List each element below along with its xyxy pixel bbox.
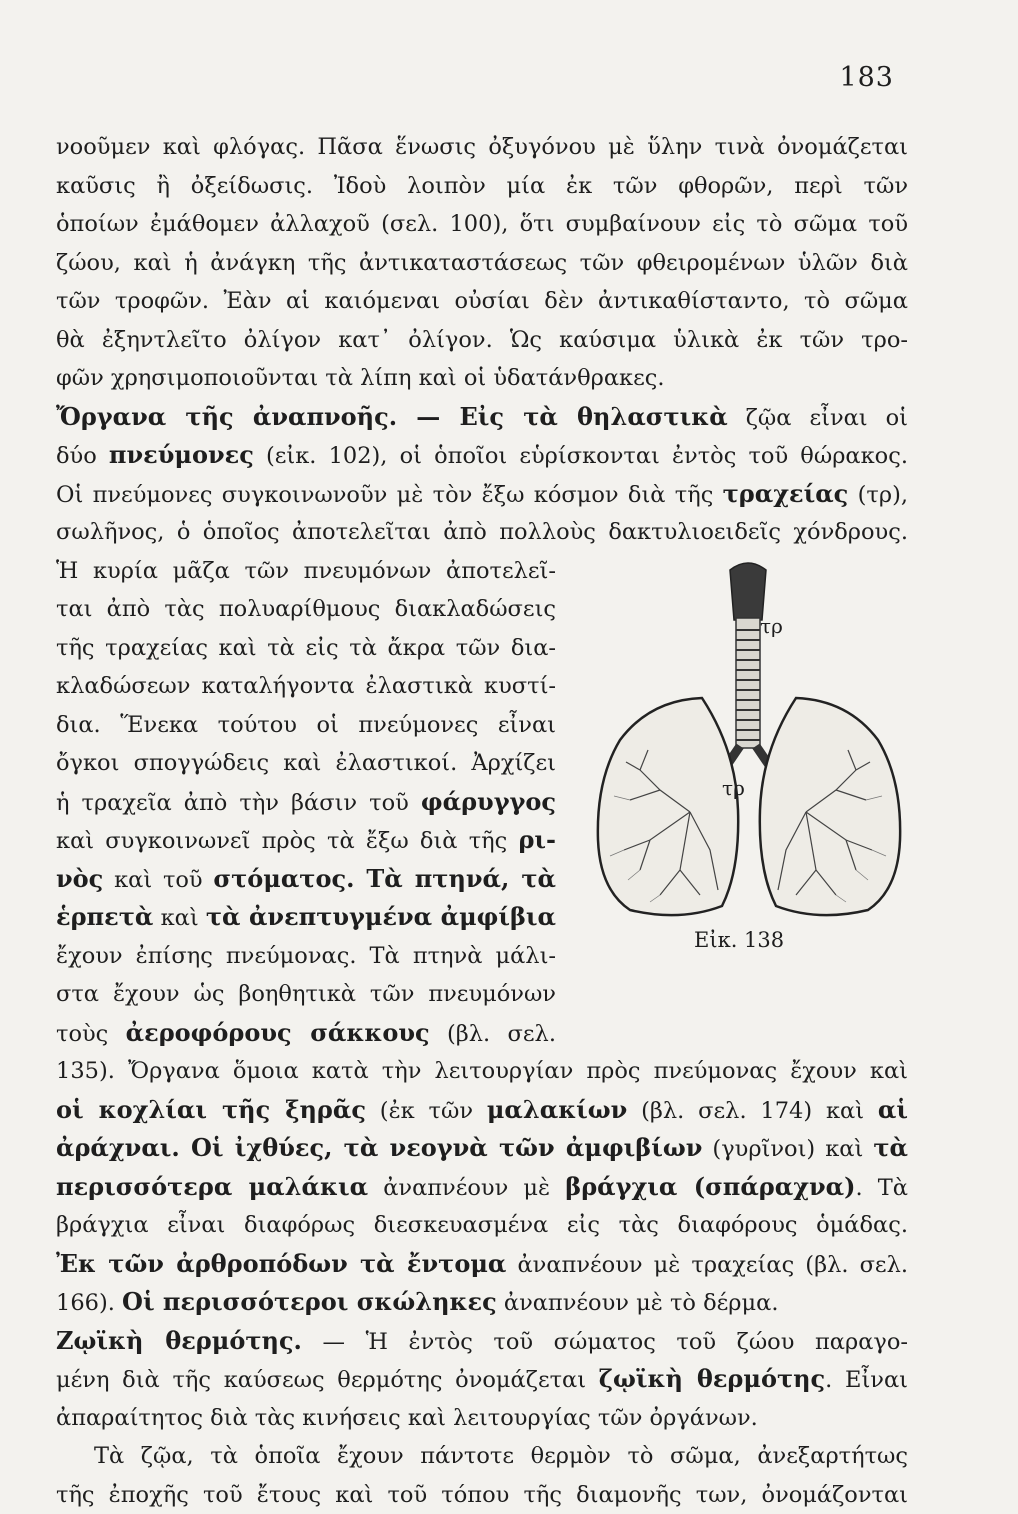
text-line — [56, 1360, 908, 1399]
text-line — [56, 398, 908, 437]
text-span: τοὺς — [56, 1021, 126, 1047]
text-line — [56, 282, 908, 321]
text-line — [56, 706, 556, 745]
lungs-figure — [590, 550, 920, 970]
text-span: — Ἡ ἐντὸς τοῦ σώματος τοῦ ζώου παραγο- — [302, 1329, 908, 1355]
text-line — [56, 898, 556, 937]
text-span: 166). — [56, 1290, 122, 1316]
text-span: (βλ. σελ. — [430, 1021, 556, 1047]
text-span: στα ἔχουν ὡς βοηθητικὰ τῶν πνευμόνων — [56, 981, 556, 1007]
text-span: κλαδώσεων καταλήγοντα ἐλαστικὰ κυστί- — [56, 673, 556, 699]
trachea-label-bottom: τρ — [722, 776, 745, 800]
text-span: ται ἀπὸ τὰς πολυαρίθμους διακλαδώσεις — [56, 596, 556, 622]
bold-term: αἱ — [878, 1095, 908, 1124]
text-line — [56, 1283, 908, 1322]
text-line — [56, 244, 908, 283]
bold-term: Ζῳϊκὴ θερμότης. — [56, 1326, 302, 1355]
bold-term: φάρυγγος — [421, 787, 556, 816]
text-line — [56, 629, 556, 668]
bold-term: στόματος. Τὰ πτηνά, τὰ — [213, 864, 556, 893]
trachea-label-top: τρ — [760, 614, 783, 638]
text-span: σωλῆνος, ὁ ὁποῖος ἀποτελεῖται ἀπὸ πολλοὺς δακτυλιοειδεῖς χόνδρους. — [56, 519, 908, 545]
text-span: τῶν τροφῶν. Ἐὰν αἱ καιόμεναι οὐσίαι δὲν ἀντικαθίσταντο, τὸ σῶμα — [56, 288, 908, 314]
text-span: . Εἶναι — [825, 1367, 908, 1393]
text-span: (εἰκ. 102), οἱ ὁποῖοι εὑρίσκονται ἐντὸς τοῦ θώρακος. — [254, 443, 908, 469]
bold-term: ἀράχναι. Οἱ ἰχθύες, τὰ νεογνὰ τῶν ἀμφιβίων — [56, 1133, 702, 1162]
text-span: θὰ ἐξηντλεῖτο ὀλίγον κατ᾽ ὀλίγον. Ὡς καύσιμα ὑλικὰ ἐκ τῶν τρο- — [56, 327, 908, 353]
text-span: (ἐκ τῶν — [366, 1098, 487, 1124]
figure-caption: Εἰκ. 138 — [694, 928, 784, 952]
bold-term: Ἐκ τῶν ἀρθροπόδων τὰ ἔντομα — [56, 1249, 506, 1278]
text-line — [56, 1129, 908, 1168]
text-span: (γυρῖνοι) καὶ — [702, 1136, 873, 1162]
bold-term: ρι- — [518, 825, 556, 854]
text-span: δια. Ἕνεκα τούτου οἱ πνεύμονες εἶναι — [56, 712, 556, 738]
bold-term: ἑρπετὰ — [56, 902, 153, 931]
bold-term: βράγχια (σπάραχνα) — [565, 1172, 855, 1201]
bold-term: ἀεροφόρους σάκκους — [126, 1018, 430, 1047]
text-span: τῆς τραχείας καὶ τὰ εἰς τὰ ἄκρα τῶν δια- — [56, 635, 556, 661]
text-span: Τὰ ζῷα, τὰ ὁποῖα ἔχουν πάντοτε θερμὸν τὸ σῶμα, ἀνεξαρτήτως — [94, 1443, 908, 1469]
bold-term: μαλακίων — [487, 1095, 627, 1124]
bold-term: οἱ κοχλίαι τῆς ξηρᾶς — [56, 1095, 366, 1124]
text-line — [56, 1476, 908, 1514]
text-span: τῆς ἐποχῆς τοῦ ἔτους καὶ τοῦ τόπου τῆς διαμονῆς των, ὀνομάζονται — [56, 1482, 908, 1508]
text-span: ἔχουν ἐπίσης πνεύμονας. Τὰ πτηνὰ μάλι- — [56, 943, 556, 969]
text-span: ἀναπνέουν μὲ τραχείας (βλ. σελ. — [506, 1252, 908, 1278]
text-span: (τρ), — [848, 482, 908, 508]
text-line — [56, 513, 908, 552]
text-line — [56, 552, 556, 591]
text-span: Ἡ κυρία μᾶζα τῶν πνευμόνων ἀποτελεῖ- — [56, 558, 556, 584]
text-span: φῶν χρησιμοποιοῦνται τὰ λίπη καὶ οἱ ὑδατάνθρακες. — [56, 365, 665, 391]
text-line — [56, 436, 908, 475]
text-line — [56, 860, 556, 899]
text-line — [56, 1399, 908, 1438]
text-span: δύο — [56, 443, 109, 469]
bold-term: περισσότερα μαλάκια — [56, 1172, 368, 1201]
bold-term: τὰ — [873, 1133, 908, 1162]
bold-term: Ὄργανα τῆς ἀναπνοῆς. — Εἰς τὰ θηλαστικὰ — [56, 402, 728, 431]
text-span: ἀναπνέουν μὲ — [368, 1175, 565, 1201]
text-span: (βλ. σελ. 174) καὶ — [627, 1098, 878, 1124]
text-line — [56, 1437, 908, 1476]
text-line — [56, 359, 908, 398]
text-line — [56, 744, 556, 783]
text-line — [56, 475, 908, 514]
text-line — [56, 1322, 908, 1361]
text-line — [56, 937, 556, 976]
text-line — [56, 1091, 908, 1130]
bold-term: πνεύμονες — [109, 440, 254, 469]
bold-term: τραχείας — [723, 479, 849, 508]
bold-term: νὸς — [56, 864, 103, 893]
text-span: μένη διὰ τῆς καύσεως θερμότης ὀνομάζεται — [56, 1367, 599, 1393]
text-span: νοοῦμεν καὶ φλόγας. Πᾶσα ἕνωσις ὀξυγόνου μὲ ὕλην τινὰ ὀνομάζεται — [56, 134, 908, 160]
page-number: 183 — [839, 62, 894, 93]
text-line — [56, 205, 908, 244]
text-line — [56, 1052, 908, 1091]
text-span: βράγχια εἶναι διαφόρως διεσκευασμένα εἰς τὰς διαφόρους ὁμάδας. — [56, 1212, 908, 1238]
lungs-illustration — [590, 550, 920, 930]
bold-term: τὰ ἀνεπτυγμένα ἀμφίβια — [206, 902, 556, 931]
text-line — [56, 1245, 908, 1284]
text-line — [56, 1168, 908, 1207]
text-span: ζώου, καὶ ἡ ἀνάγκη τῆς ἀντικαταστάσεως τῶν φθειρομένων ὑλῶν διὰ — [56, 250, 908, 276]
text-line — [56, 667, 556, 706]
text-span: ὁποίων ἐμάθομεν ἀλλαχοῦ (σελ. 100), ὅτι συμβαίνουν εἰς τὸ σῶμα τοῦ — [56, 211, 908, 237]
text-span: καὶ — [153, 905, 206, 931]
text-span: ὄγκοι σπογγώδεις καὶ ἐλαστικοί. Ἀρχίζει — [56, 750, 556, 776]
text-line — [56, 1014, 556, 1053]
text-span: 135). Ὄργανα ὅμοια κατὰ τὴν λειτουργίαν πρὸς πνεύμονας ἔχουν καὶ — [56, 1058, 908, 1084]
text-span: καῦσις ἢ ὀξείδωσις. Ἰδοὺ λοιπὸν μία ἐκ τῶν φθορῶν, περὶ τῶν — [56, 173, 908, 199]
text-span: ἡ τραχεῖα ἀπὸ τὴν βάσιν τοῦ — [56, 790, 421, 816]
text-span: καὶ συγκοινωνεῖ πρὸς τὰ ἔξω διὰ τῆς — [56, 828, 518, 854]
text-line — [56, 821, 556, 860]
bold-term: ζῳϊκὴ θερμότης — [599, 1364, 825, 1393]
text-span: ζῷα εἶναι οἱ — [728, 405, 908, 431]
bold-term: Οἱ περισσότεροι σκώληκες — [122, 1287, 497, 1316]
text-span: καὶ τοῦ — [103, 867, 213, 893]
text-span: . Τὰ — [855, 1175, 908, 1201]
text-line — [56, 1206, 908, 1245]
text-line — [56, 783, 556, 822]
text-line — [56, 590, 556, 629]
text-line — [56, 128, 908, 167]
text-span: Οἱ πνεύμονες συγκοινωνοῦν μὲ τὸν ἔξω κόσμον διὰ τῆς — [56, 482, 723, 508]
text-line — [56, 975, 556, 1014]
text-span: ἀπαραίτητος διὰ τὰς κινήσεις καὶ λειτουργίας τῶν ὀργάνων. — [56, 1405, 758, 1431]
text-line — [56, 321, 908, 360]
text-line — [56, 167, 908, 206]
text-span: ἀναπνέουν μὲ τὸ δέρμα. — [497, 1290, 779, 1316]
